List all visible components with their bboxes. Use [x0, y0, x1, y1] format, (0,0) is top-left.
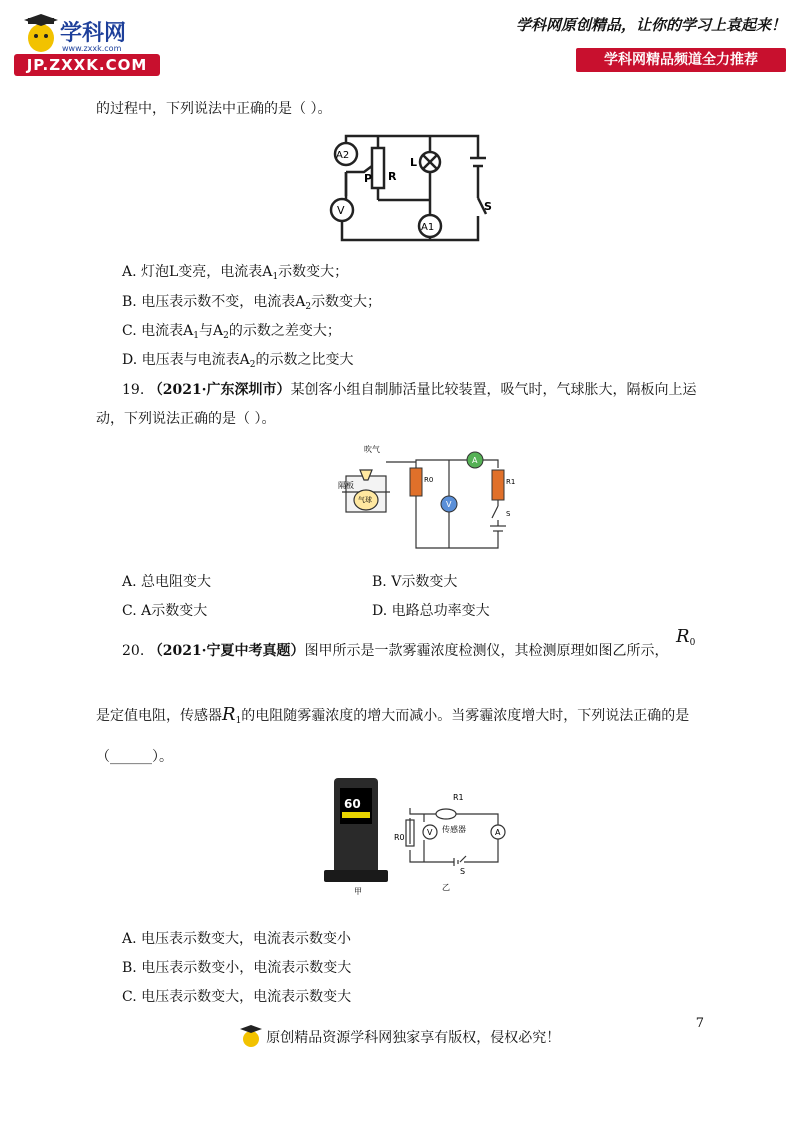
- q18-label-v: V: [337, 204, 345, 217]
- q18-label-l: L: [410, 156, 418, 169]
- q19-option-c: C. A示数变大: [122, 603, 208, 619]
- logo-url: JP.ZXXK.COM: [14, 54, 160, 76]
- q20-option-c: C. 电压表示数变大，电流表示数变大: [122, 989, 352, 1005]
- mascot-icon: [24, 14, 58, 54]
- q19-label-balloon: 气球: [358, 496, 372, 504]
- q19-number: 19.: [122, 382, 145, 398]
- q19-label-blow: 吹气: [364, 445, 380, 454]
- q18-label-p: P: [364, 172, 373, 185]
- q20-label-jia: 甲: [354, 887, 362, 896]
- q20-r1-symbol: R: [222, 704, 236, 725]
- q18-option-d: D. 电压表与电流表$A_2$的示数之比变大: [122, 352, 354, 370]
- q20-option-a: A. 电压表示数变大，电流表示数变小: [122, 931, 352, 947]
- logo-sub: www.zxxk.com: [62, 44, 122, 53]
- q19-circuit-diagram: [338, 440, 518, 552]
- q20-source: （2021·宁夏中考真题）: [148, 643, 305, 659]
- q19-label-v: V: [446, 500, 452, 509]
- q18-label-r: R: [388, 170, 397, 183]
- footer-copyright: 原创精品资源学科网独家享有版权，侵权必究！: [0, 1024, 800, 1048]
- q19-label-s: S: [506, 510, 511, 518]
- q18-stem-tail: 的过程中，下列说法中正确的是（ ）。: [96, 101, 332, 117]
- q19-option-d: D. 电路总功率变大: [372, 603, 490, 619]
- q18-label-a1: A1: [421, 222, 435, 233]
- q20-device-reading: 60: [344, 797, 361, 811]
- q18-option-b: B. 电压表示数不变，电流表$A_2$示数变大；: [122, 294, 382, 312]
- q19-option-a: A. 总电阻变大: [122, 574, 212, 590]
- q20-option-b: B. 电压表示数变小，电流表示数变大: [122, 960, 352, 976]
- q19-label-a: A: [472, 456, 478, 465]
- q20-label-r0: R0: [394, 833, 405, 842]
- q18-option-c: C. 电流表$A_1$与$A_2$的示数之差变大；: [122, 323, 341, 341]
- header-slogan: 学科网原创精品，让你的学习上袁起来！: [515, 16, 786, 34]
- q19-label-r0: R0: [424, 476, 434, 484]
- q19-source: （2021·广东深圳市）: [148, 382, 291, 398]
- q20-label-a: A: [495, 828, 501, 837]
- q19-label-r1: R1: [506, 478, 516, 486]
- q19-stem-line1: 19. （2021·广东深圳市）某创客小组自制肺活量比较装置，吸气时，气球胀大，隔板向上运: [122, 382, 697, 398]
- q18-option-a: A. 灯泡L变亮，电流表$A_1$示数变大；: [122, 264, 349, 282]
- q20-stem-line3: （______）。: [96, 749, 173, 765]
- q19-option-b: B. V示数变大: [372, 574, 458, 590]
- q19-label-board: 隔板: [338, 481, 354, 490]
- mascot-icon: [240, 1024, 262, 1048]
- q20-label-sensor: 传感器: [442, 825, 466, 834]
- q20-r0-symbol: $R_0$: [676, 626, 696, 648]
- q20-stem-line1: 20. （2021·宁夏中考真题）图甲所示是一款雾霾浓度检测仪，其检测原理如图乙所示，: [122, 643, 669, 659]
- q20-label-s: S: [460, 867, 466, 876]
- q20-number: 20.: [122, 643, 145, 659]
- q18-circuit-diagram: [328, 126, 492, 246]
- q20-label-yi: 乙: [442, 883, 450, 892]
- q20-label-r1: R1: [453, 793, 464, 802]
- q20-stem-line2: 是定值电阻，传感器$R_1$的电阻随雾霾浓度的增大而减小。当雾霾浓度增大时，下列说法正确的是: [96, 704, 690, 726]
- q20-figure: [320, 774, 520, 898]
- site-logo[interactable]: [14, 14, 164, 78]
- q18-label-a2: A2: [336, 150, 350, 161]
- page-number: 7: [695, 1016, 704, 1031]
- q18-label-s: S: [484, 200, 492, 213]
- q19-stem-line2: 动，下列说法正确的是（ ）。: [96, 411, 276, 427]
- header-banner: 学科网精品频道全力推荐: [576, 48, 786, 72]
- logo-brand: 学科网: [60, 21, 127, 46]
- q20-label-v: V: [427, 828, 433, 837]
